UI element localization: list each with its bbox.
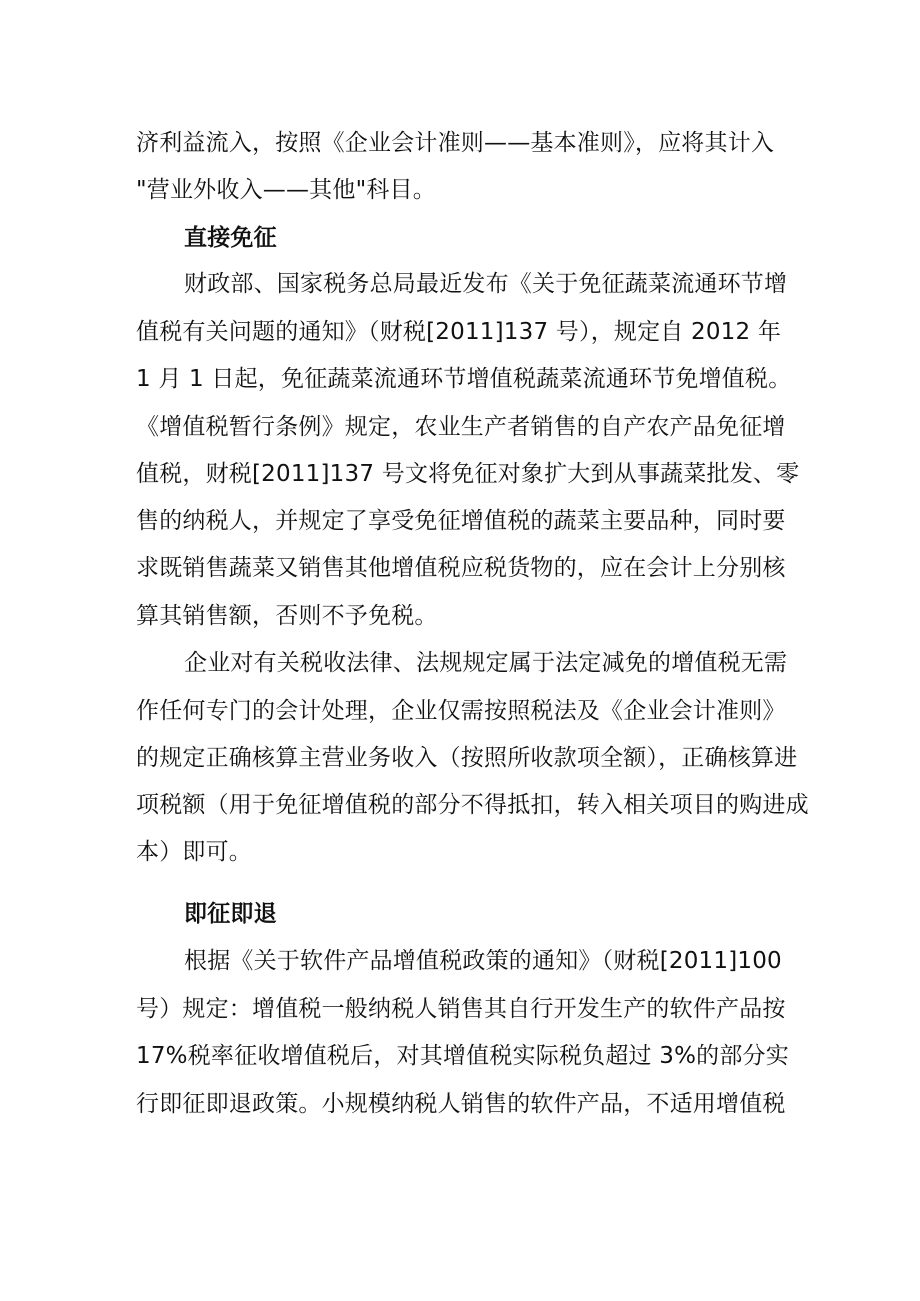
paragraph-line: 算其销售额，否则不予免税。 [136, 603, 438, 629]
paragraph-line: 的规定正确核算主营业务收入（按照所收款项全额），正确核算进 [136, 745, 798, 771]
paragraph-line: 号）规定：增值税一般纳税人销售其自行开发生产的软件产品按 [136, 996, 786, 1022]
paragraph-line: 本）即可。 [136, 839, 252, 865]
paragraph-line: 项税额（用于免征增值税的部分不得抵扣，转入相关项目的购进成 [136, 792, 809, 818]
paragraph-line: 1 月 1 日起，免征蔬菜流通环节增值税蔬菜流通环节免增值税。 [136, 366, 792, 392]
paragraph-line: 企业对有关税收法律、法规规定属于法定减免的增值税无需 [184, 650, 788, 676]
paragraph-line: 《增值税暂行条例》规定，农业生产者销售的自产农产品免征增 [136, 414, 786, 440]
paragraph-line: 值税有关问题的通知》（财税[2011]137 号），规定自 2012 年 [136, 319, 782, 345]
paragraph-line: 17%税率征收增值税后，对其增值税实际税负超过 3%的部分实 [136, 1043, 789, 1069]
section-heading-direct-exemption: 直接免征 [184, 225, 277, 251]
paragraph-line: 行即征即退政策。小规模纳税人销售的软件产品，不适用增值税 [136, 1091, 786, 1117]
paragraph-line: 作任何专门的会计处理，企业仅需按照税法及《企业会计准则》 [136, 698, 786, 724]
paragraph-line: 值税，财税[2011]137 号文将免征对象扩大到从事蔬菜批发、零 [136, 461, 800, 487]
section-heading-immediate-refund: 即征即退 [184, 901, 277, 927]
paragraph-line: 济利益流入，按照《企业会计准则——基本准则》，应将其计入 [136, 130, 775, 156]
paragraph-line: "营业外收入——其他"科目。 [136, 177, 436, 203]
paragraph-line: 求既销售蔬菜又销售其他增值税应税货物的，应在会计上分别核 [136, 555, 786, 581]
paragraph-line: 售的纳税人，并规定了享受免征增值税的蔬菜主要品种，同时要 [136, 508, 786, 534]
paragraph-line: 财政部、国家税务总局最近发布《关于免征蔬菜流通环节增 [184, 271, 788, 297]
paragraph-line: 根据《关于软件产品增值税政策的通知》（财税[2011]100 [184, 948, 782, 974]
